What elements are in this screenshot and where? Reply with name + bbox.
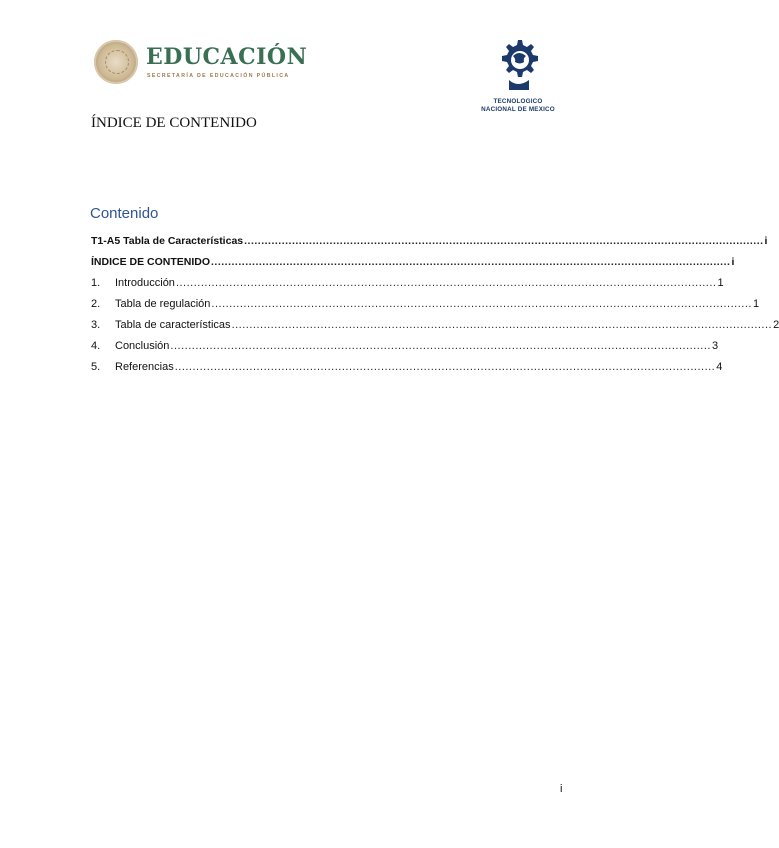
toc-entry[interactable]	[91, 247, 735, 268]
toc-leader: ........................................................................................................................................................	[211, 298, 752, 310]
toc-entry[interactable]	[91, 226, 768, 247]
tecnm-logo-line2: NACIONAL DE MEXICO	[481, 106, 555, 113]
sep-logo-title: EDUCACIÓN	[146, 44, 308, 70]
toc-entry-number: 4.	[91, 340, 101, 352]
toc-entry-page: 3	[711, 340, 719, 352]
toc-entry-number: 3.	[91, 319, 101, 331]
toc-leader: ........................................................................................................................................................	[231, 319, 773, 331]
sep-logo-subtitle: SECRETARÍA DE EDUCACIÓN PÚBLICA	[147, 73, 290, 79]
toc-leader: ........................................................................................................................................................	[211, 256, 731, 268]
toc-entry-page: i	[731, 256, 735, 268]
toc-entry[interactable]	[91, 352, 723, 373]
toc-entry-page: i	[764, 235, 768, 247]
toc-entry-text: Referencias	[115, 361, 174, 373]
toc-entry-text: Conclusión	[115, 340, 170, 352]
document-heading: ÍNDICE DE CONTENIDO	[91, 115, 257, 131]
toc-leader: ........................................................................................................................................................	[174, 361, 716, 373]
toc-entry-number: 1.	[91, 277, 101, 289]
toc-leader: ........................................................................................................................................................	[244, 235, 764, 247]
toc-entry[interactable]	[91, 289, 760, 310]
table-of-contents	[91, 226, 779, 373]
toc-entry-number: 5.	[91, 361, 101, 373]
toc-entry[interactable]	[91, 331, 719, 352]
toc-entry-page: 4	[716, 361, 723, 373]
tecnm-logo-line1: TECNOLOGICO	[493, 98, 543, 105]
toc-leader: ........................................................................................................................................................	[170, 340, 711, 352]
tecnm-logo	[466, 38, 570, 118]
toc-leader: ........................................................................................................................................................	[175, 277, 717, 289]
national-seal-icon	[94, 40, 138, 84]
toc-entry-text: ÍNDICE DE CONTENIDO	[91, 256, 211, 268]
toc-entry-page: 1	[752, 298, 760, 310]
toc-entry-page: 2	[773, 319, 779, 331]
tecnm-emblem-icon	[499, 38, 537, 94]
page-number: i	[560, 783, 563, 795]
toc-entry-text: Tabla de regulación	[115, 298, 211, 310]
toc-entry[interactable]	[91, 268, 724, 289]
toc-entry-text: T1-A5 Tabla de Características	[91, 235, 244, 247]
toc-entry-number: 2.	[91, 298, 101, 310]
toc-entry-text: Introducción	[115, 277, 175, 289]
toc-entry[interactable]	[91, 310, 779, 331]
toc-entry-page: 1	[717, 277, 724, 289]
sep-logo	[94, 40, 308, 88]
toc-title: Contenido	[90, 205, 159, 222]
toc-entry-text: Tabla de características	[115, 319, 231, 331]
